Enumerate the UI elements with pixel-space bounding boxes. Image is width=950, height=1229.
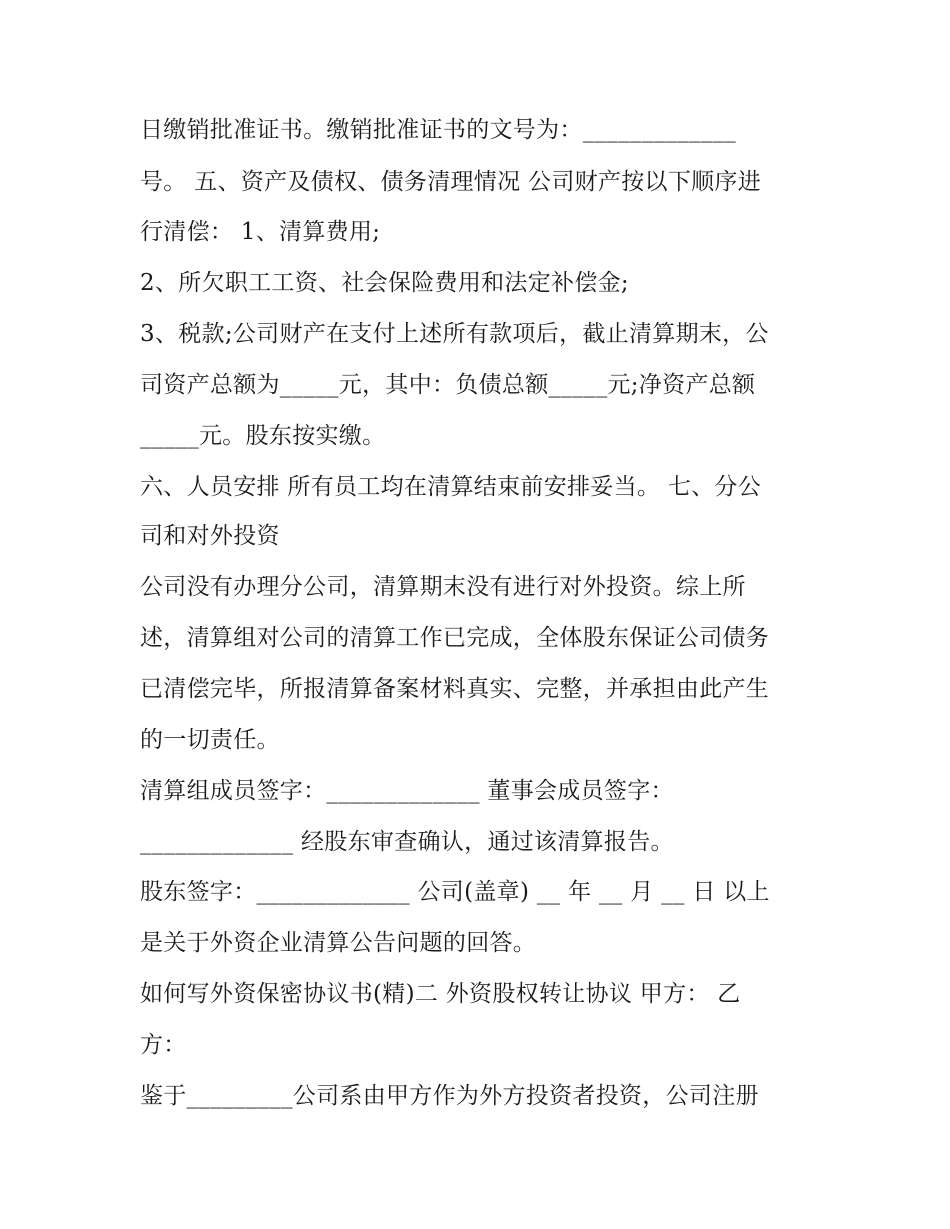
text-line: 3、税款;公司财产在支付上述所有款项后，截止清算期末，公 [140,321,769,347]
text-line: 鉴于_________公司系由甲方作为外方投资者投资，公司注册 [140,1083,759,1109]
text-line: 如何写外资保密协议书(精)二 外资股权转让协议 甲方： 乙 [140,981,741,1007]
text-line: 清算组成员签字：_____________ 董事会成员签字： [140,778,674,804]
text-line: _____________ 经股东审查确认，通过该清算报告。 [140,829,674,855]
text-line: 日缴销批准证书。缴销批准证书的文号为：_____________ [140,117,737,143]
text-line: 2、所欠职工工资、社会保险费用和法定补偿金; [140,270,629,296]
text-line: 是关于外资企业清算公告问题的回答。 [140,930,537,956]
text-line: 号。 五、资产及债权、债务清理情况 公司财产按以下顺序进 [140,169,762,195]
text-line: 行清偿： 1、清算费用; [140,219,381,245]
text-line: 六、人员安排 所有员工均在清算结束前安排妥当。 七、分公 [140,474,762,500]
text-line: 述，清算组对公司的清算工作已完成，全体股东保证公司债务 [140,625,770,651]
text-line: _____元。股东按实缴。 [140,423,386,449]
text-line: 的一切责任。 [140,727,280,753]
text-line: 司和对外投资 [140,523,280,549]
text-line: 公司没有办理分公司，清算期末没有进行对外投资。综上所 [140,574,746,600]
text-line: 股东签字：_____________ 公司(盖章) __ 年 __ 月 __ 日 以上 [140,879,770,905]
text-line: 司资产总额为_____元，其中：负债总额_____元;净资产总额 [140,372,756,398]
text-line: 已清偿完毕，所报清算备案材料真实、完整，并承担由此产生 [140,676,770,702]
text-line: 方： [140,1032,187,1058]
